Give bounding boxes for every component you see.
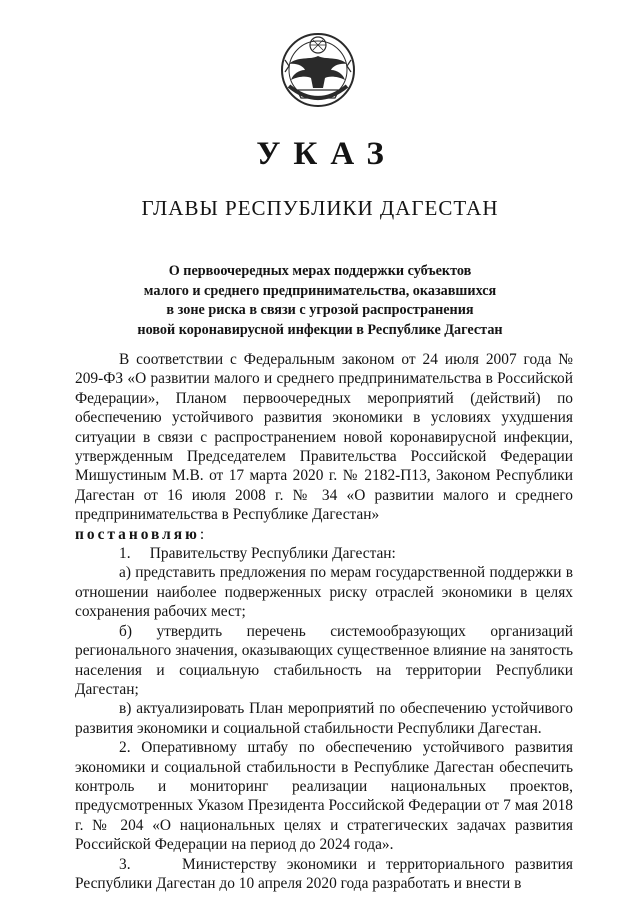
- item-1-c: в) актуализировать План мероприятий по обеспечению устойчивого развития экономики и социальной стабильности Республики Дагестан.: [75, 700, 573, 737]
- decree-colon: :: [199, 525, 205, 543]
- decree-line: [75, 525, 573, 544]
- dagestan-coat-of-arms-icon: [275, 30, 361, 114]
- item-1-b: б) утвердить перечень системообразующих организаций регионального значения, оказывающих существенное влияние на занятость населения и социальную стабильность на территории Республики Дагестан;: [75, 622, 573, 698]
- decree-word: постановляю: [75, 525, 200, 543]
- heading-line: новой коронавирусной инфекции в Республике Дагестан: [137, 321, 503, 338]
- item-1: 1. Правительству Республики Дагестан:: [119, 545, 396, 563]
- item-2: 2. Оперативному штабу по обеспечению устойчивого развития экономики и социальной стабильности в Республике Дагестан обеспечить контроль и мониторинг реализации национальных проектов, предусмотренных Указом Президента Российской Федерации от 7 мая 2018 г. № 204 «О национальных целях и стратегических задачах развития Российской Федерации на период до 2024 года».: [75, 739, 573, 854]
- item-3: 3. Министерству экономики и территориального развития Республики Дагестан до 10 апреля 2020 года разработать и внести в: [75, 855, 573, 892]
- heading-line: в зоне риска в связи с угрозой распространения: [166, 302, 474, 318]
- item-1-a: а) представить предложения по мерам государственной поддержки в отношении наиболее подверженных риску отраслей экономики в целях сохранения рабочих мест;: [75, 564, 573, 621]
- preamble-paragraph: В соответствии с Федеральным законом от 24 июля 2007 года № 209-ФЗ «О развитии малого и среднего предпринимательства в Российской Федерации», Планом первоочередных мероприятий (действий) по обеспечению устойчивого развития экономики в условиях ухудшения ситуации в связи с распространением новой коронавирусной инфекции, утвержденным Председателем Правительства Российской Федерации Мишустиным М.В. от 17 марта 2020 г. № 2182-П13, Законом Республики Дагестан от 16 июля 2008 г. № 34 «О развитии малого и среднего предпринимательства в Республике Дагестан»: [75, 351, 573, 524]
- document-subtitle: ГЛАВЫ РЕСПУБЛИКИ ДАГЕСТАН: [141, 196, 499, 220]
- document-title: УКАЗ: [256, 136, 397, 172]
- decree-heading: [100, 262, 540, 340]
- heading-line: малого и среднего предпринимательства, оказавшихся: [143, 282, 497, 299]
- decree-body: [75, 350, 573, 893]
- heading-line: О первоочередных мерах поддержки субъектов: [168, 263, 472, 279]
